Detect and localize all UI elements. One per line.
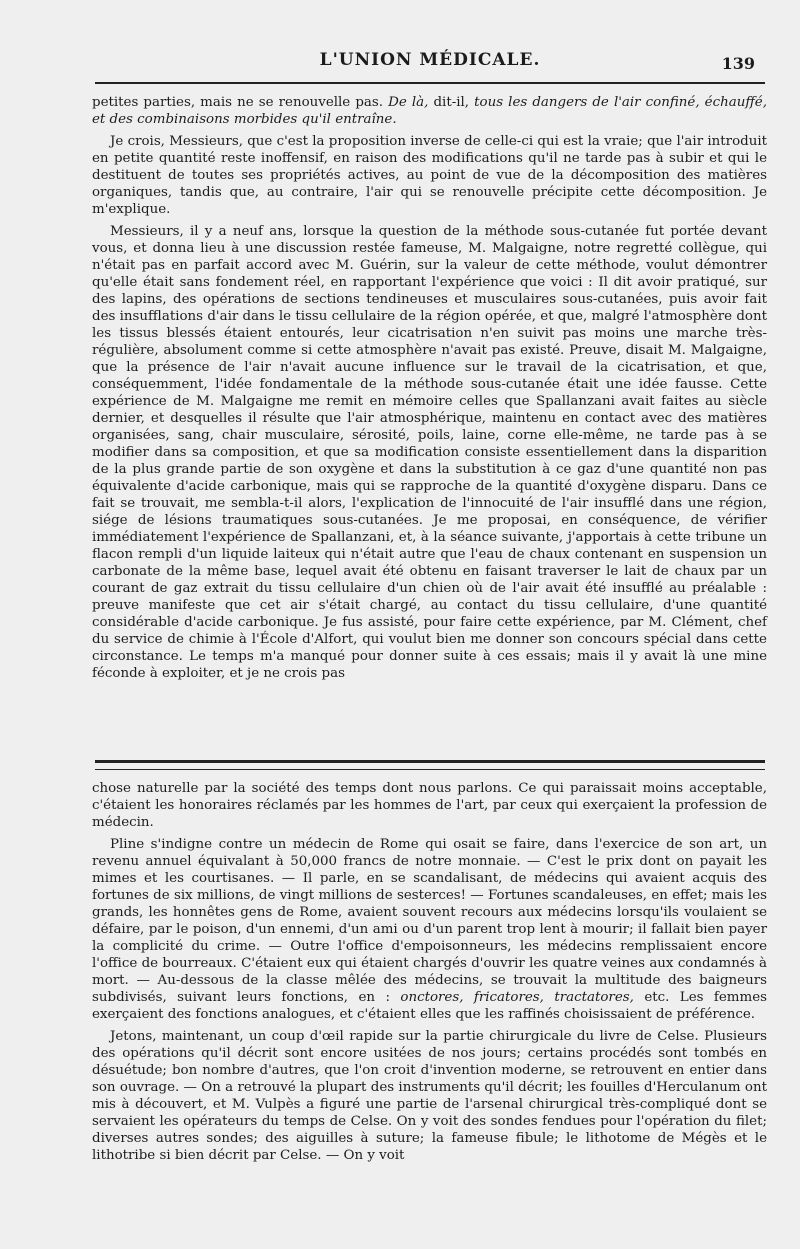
paragraph — [92, 836, 767, 1023]
feuilleton-separator — [95, 760, 765, 770]
feuilleton-article — [92, 780, 767, 1164]
main-article — [92, 94, 767, 682]
italic-run: onctores, fricatores, tractatores, — [400, 990, 634, 1005]
text-run: petites parties, mais ne se renouvelle pas. — [92, 95, 389, 110]
journal-title: L'UNION MÉDICALE. — [319, 50, 541, 70]
paragraph: Messieurs, il y a neuf ans, lorsque la question de la méthode sous-cutanée fut portée devant vous, et donna lieu à une discussion restée fameuse, M. Malgaigne, notre regretté collègue, qui n'était pas en parfait accord avec M. Guérin, sur la valeur de cette méthode, voulut démontrer qu'elle était sans fondement réel, en rapportant l'expérience que voici : Il dit avoir pratiqué, sur des lapins, des opérations de sections tendineuses et musculaires sous-cutanées, puis avoir fait des insufflations d'air dans le tissu cellulaire de la région opérée, et que, malgré l'atmosphère dont les tissus blessés étaient entourés, leur cicatrisation n'en suivit pas moins une marche très-régulière, absolument comme si cette atmosphère n'avait pas existé. Preuve, disait M. Malgaigne, que la présence de l'air n'avait aucune influence sur le travail de la cicatrisation, et que, conséquemment, l'idée fondamentale de la méthode sous-cutanée était une idée fausse. Cette expérience de M. Malgaigne me remit en mémoire celles que Spallanzani avait faites au siècle dernier, et desquelles il résulte que l'air atmosphérique, maintenu en contact avec des matières organisées, sang, chair musculaire, sérosité, poils, laine, corne elle-même, ne tarde pas à se modifier dans sa composition, et que sa modification consiste essentiellement dans la disparition de la plus grande partie de son oxygène et dans la substitution à ce gaz d'une quantité non pas équivalente d'acide carbonique, mais qui se rapproche de la quantité d'oxygène disparu. Dans ce fait se trouvait, me sembla-t-il alors, l'explication de l'innocuité de l'air insufflé dans une région, siége de lésions traumatiques sous-cutanées. Je me proposai, en conséquence, de vérifier immédiatement l'expérience de Spallanzani, et, à la séance suivante, j'apportais à cette tribune un flacon rempli d'un liquide laiteux qui n'était autre que l'eau de chaux contenant en suspension un carbonate de la même base, lequel avait été obtenu en faisant traverser le lait de chaux par un courant de gaz extrait du tissu cellulaire d'un chien où de l'air avait été insufflé au préalable : preuve manifeste que cet air s'était chargé, au contact du tissu cellulaire, d'une quantité considérable d'acide carbonique. Je fus assisté, pour faire cette expérience, par M. Clément, chef du service de chimie à l'École d'Alfort, qui voulut bien me donner son concours spécial dans cette circonstance. Le temps m'a manqué pour donner suite à ces essais; mais il y avait là une mine féconde à exploiter, et je ne crois pas — [92, 224, 767, 681]
paragraph: Je crois, Messieurs, que c'est la proposition inverse de celle-ci qui est la vraie; que l'air introduit en petite quantité reste inoffensif, en raison des modifications qu'il ne tarde pas à subir et qui le destituent de toutes ses propriétés actives, au point de vue de la décomposition des matières organiques, tandis que, au contraire, l'air qui se renouvelle précipite cette décomposition. Je m'explique. — [92, 134, 767, 217]
text-run: etc. Les femmes exerçaient des fonctions analogues, et c'étaient elles que les raffinés choisissaient de préférence. — [92, 990, 767, 1022]
paragraph — [92, 94, 767, 128]
text-run: dit-il, — [428, 95, 475, 110]
header-rule — [95, 82, 765, 84]
running-header — [95, 46, 765, 76]
text-run: Pline s'indigne contre un médecin de Rome qui osait se faire, dans l'exercice de son art, un revenu annuel équivalant à 50,000 francs de notre monnaie. — C'est le prix dont on payait les mimes et les courtisanes. — Il parle, en se scandalisant, de médecins qui avaient acquis des fortunes de six millions, de vingt millions de sesterces! — Fortunes scandaleuses, en effet; mais les grands, les honnêtes gens de Rome, avaient souvent recours aux médecins lorsqu'ils voulaient se défaire, par le poison, d'un ennemi, d'un ami ou d'un parent trop lent à mourir; il fallait bien payer la complicité du crime. — Outre l'office d'empoisonneurs, les médecins remplissaient encore l'office de bourreaux. C'étaient eux qui étaient chargés d'ouvrir les quatre veines aux condamnés à mort. — Au-dessous de la classe mêlée des médecins, se trouvait la multitude des baigneurs subdivisés, suivant leurs fonctions, en : — [92, 837, 767, 1005]
page-number: 139 — [721, 54, 755, 73]
paragraph: chose naturelle par la société des temps dont nous parlons. Ce qui paraissait moins acceptable, c'étaient les honoraires réclamés par les hommes de l'art, par ceux qui exerçaient la profession de médecin. — [92, 781, 767, 830]
italic-run: De là, — [388, 95, 429, 110]
italic-run: tous les dangers de l'air confiné, échauffé, et des combinaisons morbides qu'il entraîne. — [92, 95, 767, 127]
paragraph: Jetons, maintenant, un coup d'œil rapide sur la partie chirurgicale du livre de Celse. Plusieurs des opérations qu'il décrit sont encore usitées de nos jours; certains procédés sont tombés en désuétude; bon nombre d'autres, que l'on croit d'invention moderne, se retrouvent en entier dans son ouvrage. — On a retrouvé la plupart des instruments qu'il décrit; les fouilles d'Herculanum ont mis à découvert, et M. Vulpès a figuré une partie de l'arsenal chirurgical très-compliqué dont se servaient les opérateurs du temps de Celse. On y voit des sondes fendues pour l'opération du filet; diverses autres sondes; des aiguilles à suture; la fameuse fibule; le lithotome de Mégès et le lithotribe si bien décrit par Celse. — On y voit — [92, 1029, 767, 1163]
